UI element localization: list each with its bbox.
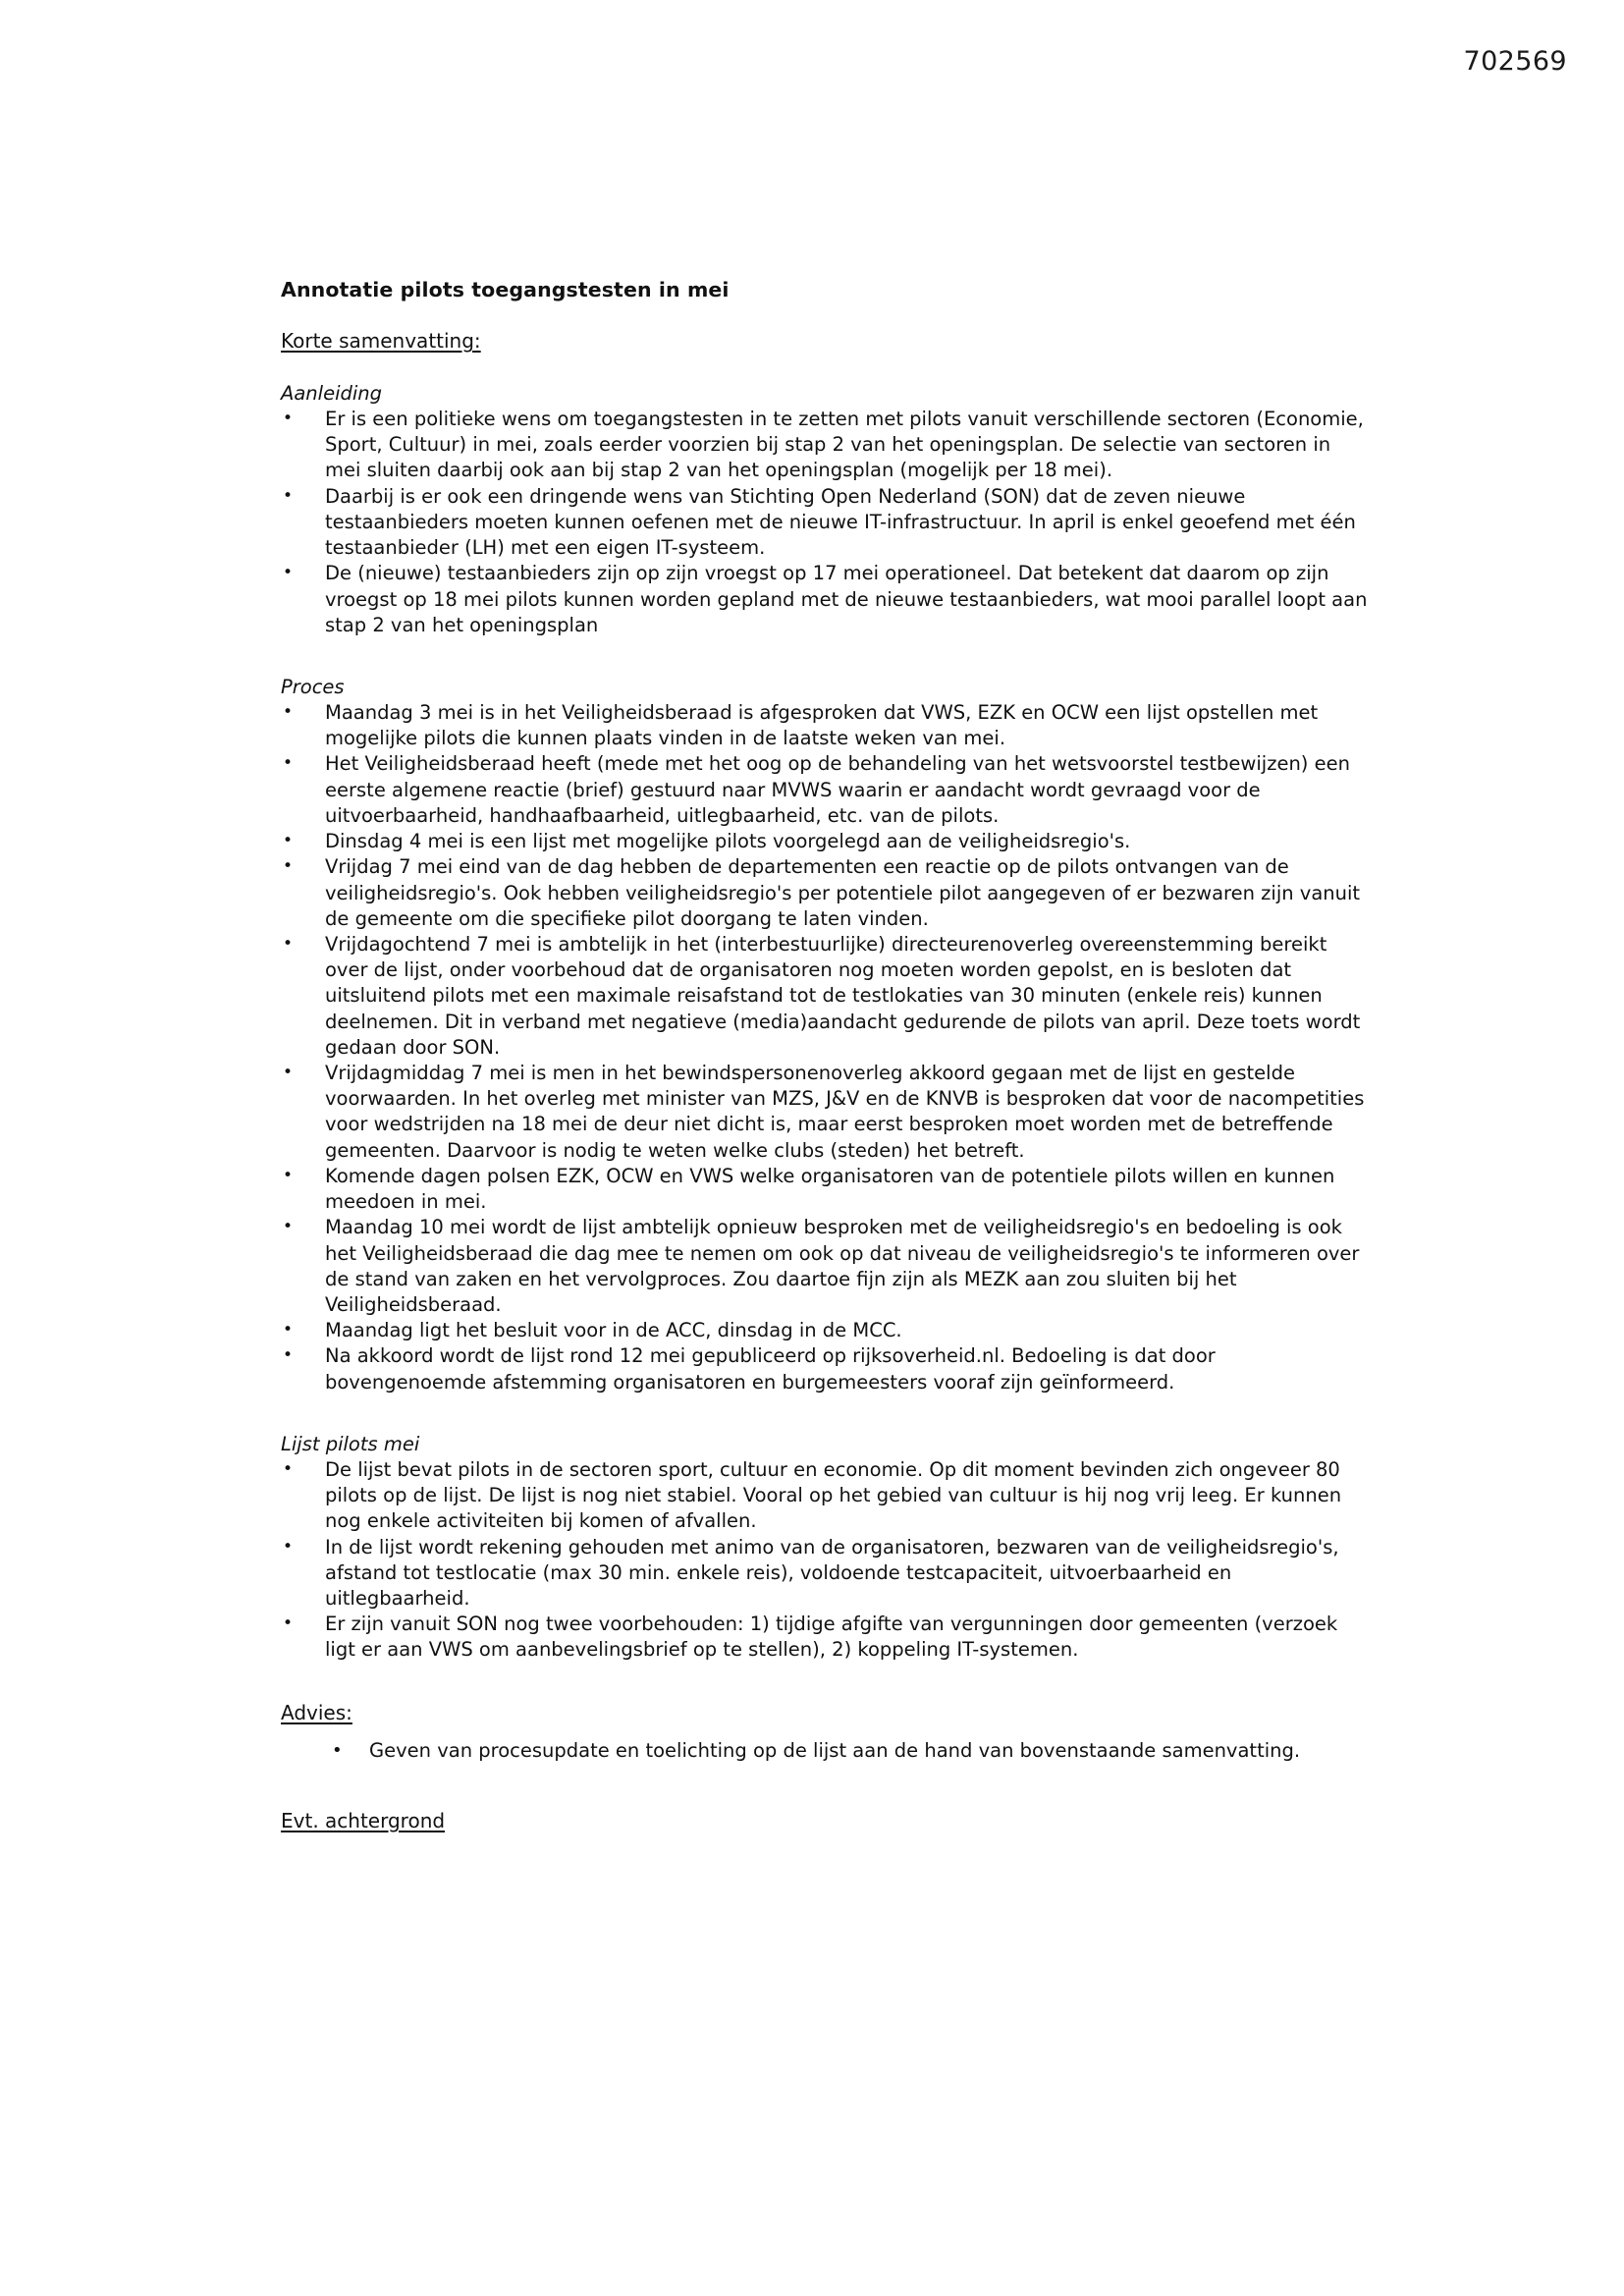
bullet-list-proces bbox=[281, 700, 1369, 1395]
bullet-list-advies bbox=[328, 1738, 1369, 1764]
list-item: • Vrijdagochtend 7 mei is ambtelijk in het (interbestuurlijke) directeurenoverleg overeenstemming bereikt over de lijst, onder voorbehoud dat de organisatoren nog moeten worden gepolst, en is besloten dat uitsluitend pilots met een maximale reisafstand tot de testlokaties van 30 minuten (enkele reis) kunnen deelnemen. Dit in verband met negatieve (media)aandacht gedurende de pilots van april. Deze toets wordt gedaan door SON. bbox=[281, 932, 1369, 1061]
list-item: • Het Veiligheidsberaad heeft (mede met het oog op de behandeling van het wetsvoorstel testbewijzen) een eerste algemene reactie (brief) gestuurd naar MVWS waarin er aandacht wordt gevraagd voor de uitvoerbaarheid, handhaafbaarheid, uitlegbaarheid, etc. van de pilots. bbox=[281, 751, 1369, 829]
list-item: • Komende dagen polsen EZK, OCW en VWS welke organisatoren van de potentiele pilots willen en kunnen meedoen in mei. bbox=[281, 1164, 1369, 1215]
subheading-aanleiding: Aanleiding bbox=[281, 382, 383, 405]
list-item: • Maandag 10 mei wordt de lijst ambtelijk opnieuw besproken met de veiligheidsregio's en bedoeling is ook het Veiligheidsberaad die dag mee te nemen om ook op dat niveau de veiligheidsregio's te informeren over de stand van zaken en het vervolgproces. Zou daartoe fijn zijn als MEZK aan zou sluiten bij het Veiligheidsberaad. bbox=[281, 1215, 1369, 1318]
list-item: • Geven van procesupdate en toelichting op de lijst aan de hand van bovenstaande samenvatting. bbox=[328, 1738, 1369, 1764]
list-item: • Vrijdag 7 mei eind van de dag hebben de departementen een reactie op de pilots ontvangen van de veiligheidsregio's. Ook hebben veiligheidsregio's per potentiele pilot aangegeven of er bezwaren zijn vanuit de gemeente om die specifieke pilot doorgang te laten vinden. bbox=[281, 854, 1369, 932]
list-item: • Er is een politieke wens om toegangstesten in te zetten met pilots vanuit verschillende sectoren (Economie, Sport, Cultuur) in mei, zoals eerder voorzien bij stap 2 van het openingsplan. De selectie van sectoren in mei sluiten daarbij ook aan bij stap 2 van het openingsplan (mogelijk per 18 mei). bbox=[281, 407, 1369, 484]
section-heading-korte-samenvatting: Korte samenvatting: bbox=[281, 329, 481, 353]
list-item: • Daarbij is er ook een dringende wens van Stichting Open Nederland (SON) dat de zeven nieuwe testaanbieders moeten kunnen oefenen met de nieuwe IT-infrastructuur. In april is enkel geoefend met één testaanbieder (LH) met een eigen IT-systeem. bbox=[281, 484, 1369, 562]
list-item: • Er zijn vanuit SON nog twee voorbehouden: 1) tijdige afgifte van vergunningen door gemeenten (verzoek ligt er aan VWS om aanbevelingsbrief op te stellen), 2) koppeling IT-systemen. bbox=[281, 1612, 1369, 1663]
list-item: • Maandag ligt het besluit voor in de ACC, dinsdag in de MCC. bbox=[281, 1318, 1369, 1343]
subheading-lijst-pilots-mei: Lijst pilots mei bbox=[281, 1432, 420, 1455]
spacer bbox=[281, 1764, 1369, 1809]
bullet-list-lijst-pilots-mei bbox=[281, 1457, 1369, 1664]
document-body bbox=[281, 278, 1369, 1832]
list-item: • Vrijdagmiddag 7 mei is men in het bewindspersonenoverleg akkoord gegaan met de lijst en gestelde voorwaarden. In het overleg met minister van MZS, J&V en de KNVB is besproken dat voor de nacompetities voor wedstrijden na 18 mei de deur niet dicht is, maar eerst besproken moet worden met de betreffende gemeenten. Daarvoor is nodig te weten welke clubs (steden) het betreft. bbox=[281, 1061, 1369, 1164]
spacer bbox=[281, 1395, 1369, 1433]
spacer bbox=[281, 638, 1369, 676]
list-item: • Na akkoord wordt de lijst rond 12 mei gepubliceerd op rijksoverheid.nl. Bedoeling is dat door bovengenoemde afstemming organisatoren en burgemeesters vooraf zijn geïnformeerd. bbox=[281, 1343, 1369, 1394]
list-item: • In de lijst wordt rekening gehouden met animo van de organisatoren, bezwaren van de veiligheidsregio's, afstand tot testlocatie (max 30 min. enkele reis), voldoende testcapaciteit, uitvoerbaarheid en uitlegbaarheid. bbox=[281, 1535, 1369, 1613]
page-title: Annotatie pilots toegangstesten in mei bbox=[281, 278, 730, 301]
page-number: 702569 bbox=[1463, 46, 1567, 77]
list-item: • Dinsdag 4 mei is een lijst met mogelijke pilots voorgelegd aan de veiligheidsregio's. bbox=[281, 829, 1369, 854]
bullet-list-aanleiding bbox=[281, 407, 1369, 638]
section-heading-advies: Advies: bbox=[281, 1700, 352, 1724]
section-heading-evt-achtergrond: Evt. achtergrond bbox=[281, 1808, 446, 1832]
spacer bbox=[281, 1664, 1369, 1701]
list-item: • Maandag 3 mei is in het Veiligheidsberaad is afgesproken dat VWS, EZK en OCW een lijst opstellen met mogelijke pilots die kunnen plaats vinden in de laatste weken van mei. bbox=[281, 700, 1369, 751]
subheading-proces: Proces bbox=[281, 675, 345, 698]
list-item: • De lijst bevat pilots in de sectoren sport, cultuur en economie. Op dit moment bevinden zich ongeveer 80 pilots op de lijst. De lijst is nog niet stabiel. Vooral op het gebied van cultuur is hij nog vrij leeg. Er kunnen nog enkele activiteiten bij komen of afvallen. bbox=[281, 1457, 1369, 1535]
list-item: • De (nieuwe) testaanbieders zijn op zijn vroegst op 17 mei operationeel. Dat betekent dat daarom op zijn vroegst op 18 mei pilots kunnen worden gepland met de nieuwe testaanbieders, wat mooi parallel loopt aan stap 2 van het openingsplan bbox=[281, 561, 1369, 638]
